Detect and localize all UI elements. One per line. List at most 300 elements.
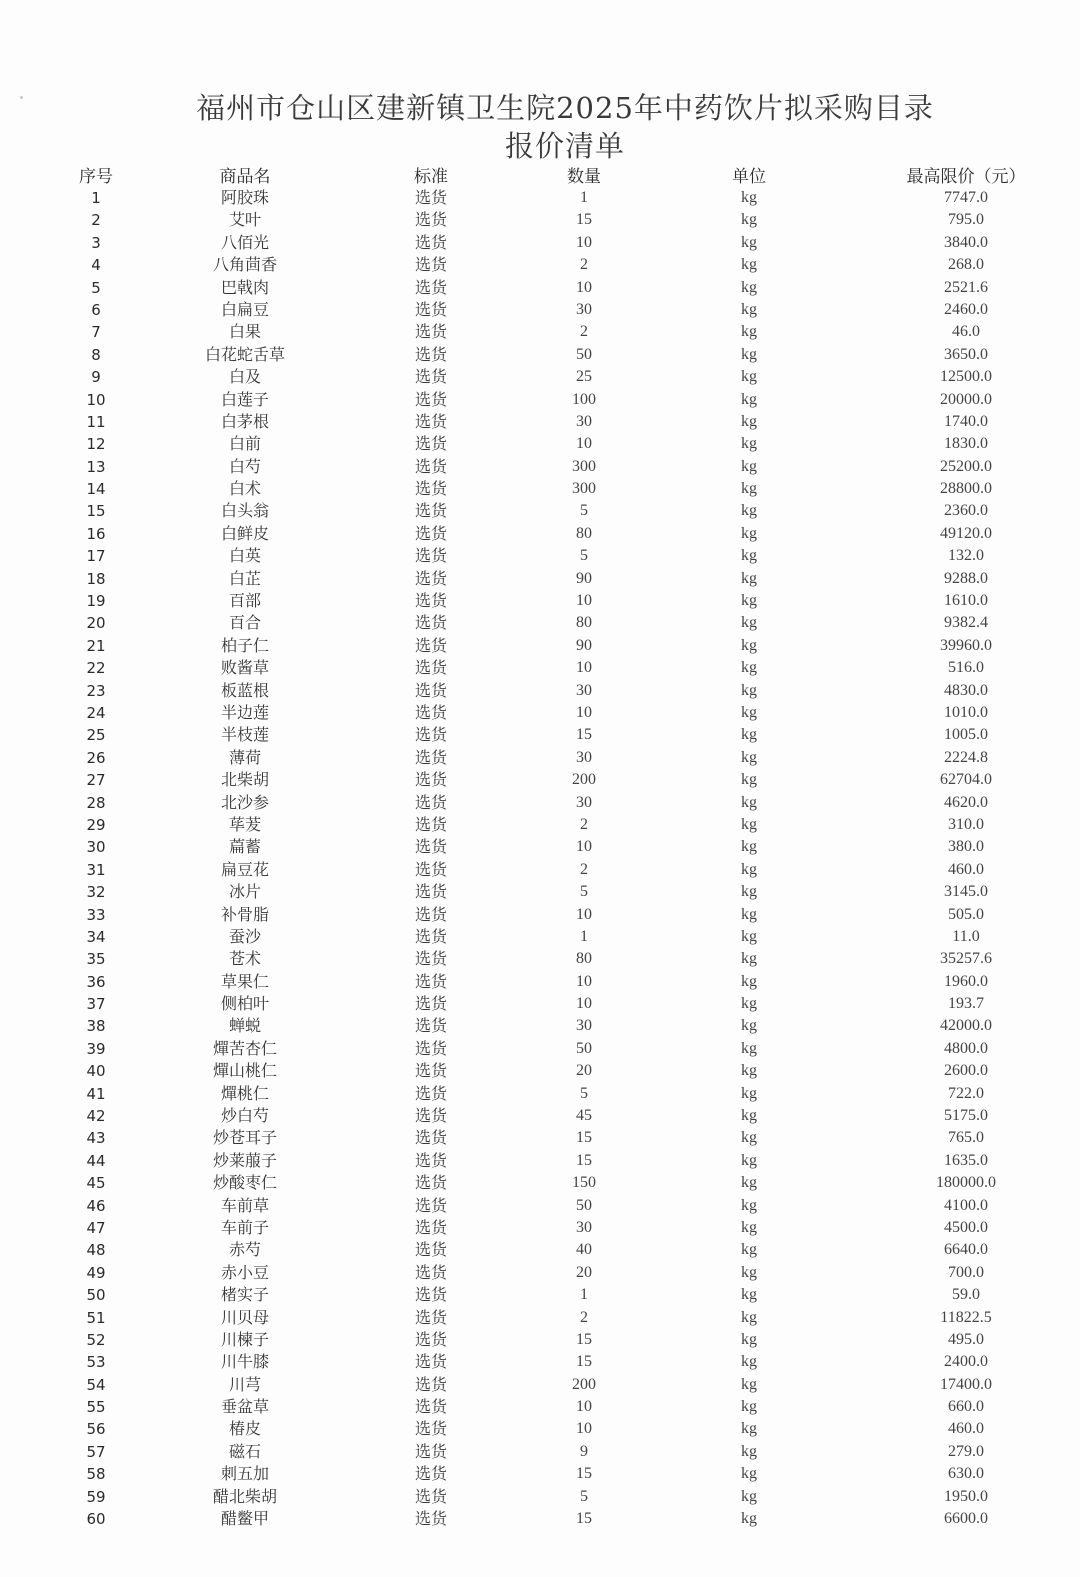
row-standard: 选货 [414, 814, 448, 834]
row-name: 阿胶珠 [220, 188, 270, 207]
row-name: 荜茇 [228, 814, 262, 834]
row-quantity: 15 [576, 1353, 592, 1371]
row-standard: 选货 [414, 613, 448, 633]
row-max-price: 3840.0 [944, 233, 988, 251]
table-row [0, 814, 1080, 836]
row-standard: 选货 [414, 546, 448, 566]
row-max-price: 1005.0 [944, 726, 988, 744]
row-name: 炒苍耳子 [212, 1128, 278, 1148]
table-row [0, 612, 1080, 634]
row-standard: 选货 [414, 994, 448, 1014]
row-max-price: 42000.0 [940, 1017, 992, 1035]
row-index: 38 [86, 1017, 106, 1036]
row-unit: kg [741, 233, 757, 251]
row-max-price: 495.0 [948, 1330, 984, 1348]
row-name: 败酱草 [220, 658, 270, 678]
row-name: 炒酸枣仁 [212, 1173, 278, 1193]
row-max-price: 35257.6 [940, 950, 992, 968]
row-index: 60 [86, 1510, 106, 1529]
row-max-price: 17400.0 [940, 1375, 992, 1393]
table-row [0, 1083, 1080, 1105]
row-name: 冰片 [228, 882, 262, 902]
row-standard: 选货 [414, 568, 448, 588]
row-max-price: 2600.0 [944, 1062, 988, 1080]
row-quantity: 2 [580, 256, 588, 274]
row-name: 巴戟肉 [220, 277, 270, 297]
table-row [0, 635, 1080, 657]
row-standard: 选货 [414, 188, 448, 207]
row-index: 20 [86, 614, 106, 633]
row-standard: 选货 [414, 232, 448, 252]
row-name: 燀山桃仁 [212, 1061, 278, 1081]
row-max-price: 1635.0 [944, 1151, 988, 1169]
row-standard: 选货 [414, 1441, 448, 1461]
table-row [0, 344, 1080, 366]
row-unit: kg [741, 480, 757, 498]
row-max-price: 20000.0 [940, 390, 992, 408]
row-name: 椿皮 [228, 1419, 262, 1439]
row-max-price: 7747.0 [944, 189, 988, 206]
row-index: 14 [86, 480, 106, 499]
row-index: 17 [86, 547, 106, 566]
row-unit: kg [741, 860, 757, 878]
row-max-price: 2224.8 [944, 748, 988, 766]
row-max-price: 46.0 [952, 323, 980, 341]
row-standard: 选货 [414, 523, 448, 543]
row-name: 刺五加 [220, 1464, 270, 1484]
row-standard: 选货 [414, 971, 448, 991]
row-quantity: 10 [576, 838, 592, 856]
row-unit: kg [741, 1241, 757, 1259]
row-index: 9 [91, 368, 101, 387]
row-index: 8 [91, 345, 101, 364]
row-unit: kg [741, 1353, 757, 1371]
table-row [0, 500, 1080, 522]
row-max-price: 1610.0 [944, 592, 988, 610]
row-max-price: 268.0 [948, 256, 984, 274]
row-index: 51 [86, 1308, 106, 1327]
row-quantity: 30 [576, 412, 592, 430]
row-unit: kg [741, 927, 757, 945]
row-index: 6 [91, 300, 101, 319]
row-name: 板蓝根 [220, 680, 270, 700]
row-max-price: 4620.0 [944, 793, 988, 811]
row-index: 15 [86, 502, 106, 521]
row-unit: kg [741, 457, 757, 475]
row-standard: 选货 [414, 882, 448, 902]
row-quantity: 30 [576, 681, 592, 699]
table-row [0, 209, 1080, 231]
table-row [0, 1374, 1080, 1396]
row-max-price: 39960.0 [940, 636, 992, 654]
row-quantity: 50 [576, 1196, 592, 1214]
table-row [0, 366, 1080, 388]
row-quantity: 2 [580, 323, 588, 341]
table-row [0, 1284, 1080, 1306]
row-index: 40 [86, 1062, 106, 1081]
row-index: 10 [86, 390, 106, 409]
header-unit: 单位 [732, 167, 766, 187]
row-quantity: 15 [576, 1510, 592, 1528]
row-max-price: 12500.0 [940, 368, 992, 386]
row-name: 白及 [228, 367, 262, 387]
table-row [0, 187, 1080, 209]
row-max-price: 5175.0 [944, 1107, 988, 1125]
row-standard: 选货 [414, 1419, 448, 1439]
row-standard: 选货 [414, 591, 448, 611]
row-unit: kg [741, 614, 757, 632]
row-unit: kg [741, 1398, 757, 1416]
row-max-price: 9382.4 [944, 614, 988, 632]
row-max-price: 2360.0 [944, 502, 988, 520]
row-unit: kg [741, 1263, 757, 1281]
row-quantity: 100 [572, 390, 596, 408]
row-name: 楮实子 [220, 1285, 270, 1305]
row-index: 57 [86, 1442, 106, 1461]
table-header [0, 162, 1080, 188]
row-unit: kg [741, 1442, 757, 1460]
row-max-price: 1740.0 [944, 412, 988, 430]
table-row [0, 1262, 1080, 1284]
row-quantity: 1 [580, 1286, 588, 1304]
row-unit: kg [741, 995, 757, 1013]
row-unit: kg [741, 345, 757, 363]
row-index: 42 [86, 1107, 106, 1126]
row-name: 车前子 [220, 1217, 270, 1237]
row-index: 22 [86, 659, 106, 678]
row-standard: 选货 [414, 680, 448, 700]
row-standard: 选货 [414, 747, 448, 767]
header-standard: 标准 [414, 167, 448, 187]
row-name: 垂盆草 [220, 1397, 270, 1417]
row-quantity: 30 [576, 300, 592, 318]
table-row [0, 1351, 1080, 1373]
row-unit: kg [741, 748, 757, 766]
row-quantity: 15 [576, 1465, 592, 1483]
row-max-price: 795.0 [948, 211, 984, 229]
row-quantity: 2 [580, 1308, 588, 1326]
row-quantity: 80 [576, 950, 592, 968]
row-max-price: 4830.0 [944, 681, 988, 699]
table-row [0, 680, 1080, 702]
table-row [0, 1060, 1080, 1082]
table-row [0, 836, 1080, 858]
row-max-price: 6600.0 [944, 1510, 988, 1528]
row-standard: 选货 [414, 344, 448, 364]
row-standard: 选货 [414, 277, 448, 297]
row-index: 44 [86, 1151, 106, 1170]
row-max-price: 193.7 [948, 995, 984, 1013]
row-quantity: 1 [580, 189, 588, 206]
row-index: 36 [86, 972, 106, 991]
row-standard: 选货 [414, 389, 448, 409]
row-max-price: 2521.6 [944, 278, 988, 296]
row-name: 赤小豆 [220, 1262, 270, 1282]
row-standard: 选货 [414, 299, 448, 319]
row-quantity: 10 [576, 1420, 592, 1438]
row-unit: kg [741, 211, 757, 229]
row-quantity: 10 [576, 905, 592, 923]
row-max-price: 3145.0 [944, 883, 988, 901]
row-unit: kg [741, 278, 757, 296]
row-standard: 选货 [414, 255, 448, 275]
row-quantity: 90 [576, 569, 592, 587]
row-quantity: 10 [576, 972, 592, 990]
row-unit: kg [741, 726, 757, 744]
row-index: 24 [86, 703, 106, 722]
row-name: 半枝莲 [220, 725, 270, 745]
row-index: 46 [86, 1196, 106, 1215]
row-quantity: 300 [572, 457, 596, 475]
row-unit: kg [741, 300, 757, 318]
row-quantity: 9 [580, 1442, 588, 1460]
table-row [0, 859, 1080, 881]
row-standard: 选货 [414, 1307, 448, 1327]
row-max-price: 132.0 [948, 547, 984, 565]
row-unit: kg [741, 838, 757, 856]
row-unit: kg [741, 256, 757, 274]
row-index: 3 [91, 233, 101, 252]
row-max-price: 722.0 [948, 1084, 984, 1102]
row-standard: 选货 [414, 702, 448, 722]
row-name: 炒莱菔子 [212, 1150, 278, 1170]
table-row [0, 299, 1080, 321]
row-name: 川楝子 [220, 1329, 270, 1349]
row-name: 艾叶 [228, 210, 262, 230]
table-row [0, 881, 1080, 903]
row-index: 58 [86, 1465, 106, 1484]
row-quantity: 10 [576, 995, 592, 1013]
row-quantity: 10 [576, 435, 592, 453]
row-standard: 选货 [414, 1352, 448, 1372]
row-index: 54 [86, 1375, 106, 1394]
row-max-price: 28800.0 [940, 480, 992, 498]
row-quantity: 30 [576, 748, 592, 766]
row-index: 28 [86, 793, 106, 812]
table-row [0, 1038, 1080, 1060]
row-quantity: 1 [580, 927, 588, 945]
row-unit: kg [741, 368, 757, 386]
table-row [0, 747, 1080, 769]
row-name: 白果 [228, 322, 262, 342]
row-unit: kg [741, 1017, 757, 1035]
row-standard: 选货 [414, 1329, 448, 1349]
table-row [0, 1217, 1080, 1239]
row-unit: kg [741, 1218, 757, 1236]
table-row [0, 411, 1080, 433]
row-name: 车前草 [220, 1195, 270, 1215]
row-unit: kg [741, 1510, 757, 1528]
row-standard: 选货 [414, 904, 448, 924]
row-max-price: 700.0 [948, 1263, 984, 1281]
row-name: 醋鳖甲 [220, 1509, 270, 1529]
table-row [0, 702, 1080, 724]
row-quantity: 10 [576, 1398, 592, 1416]
row-name: 川牛膝 [220, 1352, 270, 1372]
row-name: 蚕沙 [228, 926, 262, 946]
table-row [0, 1307, 1080, 1329]
row-quantity: 200 [572, 1375, 596, 1393]
header-index: 序号 [79, 167, 113, 187]
row-standard: 选货 [414, 1061, 448, 1081]
table-row [0, 277, 1080, 299]
header-max-price: 最高限价（元） [906, 167, 1026, 187]
row-unit: kg [741, 793, 757, 811]
row-standard: 选货 [414, 926, 448, 946]
row-max-price: 380.0 [948, 838, 984, 856]
row-index: 13 [86, 457, 106, 476]
table-row [0, 724, 1080, 746]
row-index: 4 [91, 256, 101, 275]
row-standard: 选货 [414, 1509, 448, 1529]
table-row [0, 1195, 1080, 1217]
row-standard: 选货 [414, 1397, 448, 1417]
row-quantity: 25 [576, 368, 592, 386]
row-unit: kg [741, 950, 757, 968]
row-standard: 选货 [414, 837, 448, 857]
row-unit: kg [741, 659, 757, 677]
row-standard: 选货 [414, 210, 448, 230]
row-name: 蝉蜕 [228, 1016, 262, 1036]
row-unit: kg [741, 1330, 757, 1348]
row-unit: kg [741, 1129, 757, 1147]
row-quantity: 200 [572, 771, 596, 789]
row-unit: kg [741, 636, 757, 654]
row-index: 52 [86, 1330, 106, 1349]
row-unit: kg [741, 1196, 757, 1214]
row-quantity: 15 [576, 1129, 592, 1147]
row-name: 白芍 [228, 456, 262, 476]
row-unit: kg [741, 883, 757, 901]
row-unit: kg [741, 1465, 757, 1483]
row-index: 11 [86, 412, 106, 431]
row-quantity: 10 [576, 278, 592, 296]
row-unit: kg [741, 412, 757, 430]
row-index: 56 [86, 1420, 106, 1439]
row-max-price: 765.0 [948, 1129, 984, 1147]
row-unit: kg [741, 972, 757, 990]
row-index: 33 [86, 905, 106, 924]
row-quantity: 5 [580, 883, 588, 901]
row-name: 八角茴香 [212, 255, 278, 275]
row-standard: 选货 [414, 1217, 448, 1237]
row-index: 19 [86, 592, 106, 611]
table-row [0, 1127, 1080, 1149]
row-quantity: 5 [580, 547, 588, 565]
row-index: 7 [91, 323, 101, 342]
row-quantity: 45 [576, 1107, 592, 1125]
row-quantity: 15 [576, 726, 592, 744]
row-unit: kg [741, 1286, 757, 1304]
row-standard: 选货 [414, 1106, 448, 1126]
row-unit: kg [741, 681, 757, 699]
row-quantity: 30 [576, 793, 592, 811]
row-unit: kg [741, 524, 757, 542]
row-max-price: 11822.5 [940, 1308, 992, 1326]
row-name: 草果仁 [220, 971, 270, 991]
row-max-price: 1960.0 [944, 972, 988, 990]
row-standard: 选货 [414, 949, 448, 969]
row-unit: kg [741, 1375, 757, 1393]
table-row [0, 568, 1080, 590]
row-max-price: 505.0 [948, 905, 984, 923]
row-standard: 选货 [414, 1240, 448, 1260]
row-max-price: 62704.0 [940, 771, 992, 789]
table-row [0, 1486, 1080, 1508]
row-index: 26 [86, 748, 106, 767]
row-quantity: 30 [576, 1017, 592, 1035]
table-row [0, 478, 1080, 500]
row-quantity: 5 [580, 1084, 588, 1102]
row-standard: 选货 [414, 1486, 448, 1506]
table-row [0, 1396, 1080, 1418]
row-standard: 选货 [414, 411, 448, 431]
row-name: 白莲子 [220, 389, 270, 409]
row-name: 磁石 [228, 1441, 262, 1461]
row-max-price: 4100.0 [944, 1196, 988, 1214]
row-quantity: 15 [576, 1330, 592, 1348]
table-row [0, 1150, 1080, 1172]
row-max-price: 460.0 [948, 1420, 984, 1438]
row-standard: 选货 [414, 1038, 448, 1058]
row-index: 59 [86, 1487, 106, 1506]
table-row [0, 523, 1080, 545]
row-max-price: 4800.0 [944, 1039, 988, 1057]
table-row [0, 321, 1080, 343]
table-row [0, 926, 1080, 948]
row-quantity: 10 [576, 233, 592, 251]
row-unit: kg [741, 703, 757, 721]
row-index: 18 [86, 569, 106, 588]
table-row [0, 545, 1080, 567]
table-row [0, 389, 1080, 411]
row-name: 扁豆花 [220, 859, 270, 879]
row-max-price: 660.0 [948, 1398, 984, 1416]
row-index: 5 [91, 278, 101, 297]
row-name: 白芷 [228, 568, 262, 588]
row-standard: 选货 [414, 859, 448, 879]
row-name: 川贝母 [220, 1307, 270, 1327]
row-index: 29 [86, 815, 106, 834]
row-name: 燀桃仁 [220, 1083, 270, 1103]
row-index: 45 [86, 1174, 106, 1193]
row-index: 53 [86, 1353, 106, 1372]
row-unit: kg [741, 905, 757, 923]
row-quantity: 15 [576, 211, 592, 229]
row-index: 48 [86, 1241, 106, 1260]
table-row [0, 904, 1080, 926]
row-index: 50 [86, 1286, 106, 1305]
row-index: 27 [86, 771, 106, 790]
table-row [0, 433, 1080, 455]
row-index: 49 [86, 1263, 106, 1282]
row-standard: 选货 [414, 725, 448, 745]
row-max-price: 49120.0 [940, 524, 992, 542]
row-max-price: 460.0 [948, 860, 984, 878]
row-index: 41 [86, 1084, 106, 1103]
row-quantity: 5 [580, 1487, 588, 1505]
row-index: 34 [86, 927, 106, 946]
row-index: 32 [86, 883, 106, 902]
table-row [0, 590, 1080, 612]
row-name: 白英 [228, 546, 262, 566]
table-row [0, 1239, 1080, 1261]
row-quantity: 50 [576, 1039, 592, 1057]
row-max-price: 6640.0 [944, 1241, 988, 1259]
row-standard: 选货 [414, 1374, 448, 1394]
row-quantity: 30 [576, 1218, 592, 1236]
table-row [0, 1105, 1080, 1127]
